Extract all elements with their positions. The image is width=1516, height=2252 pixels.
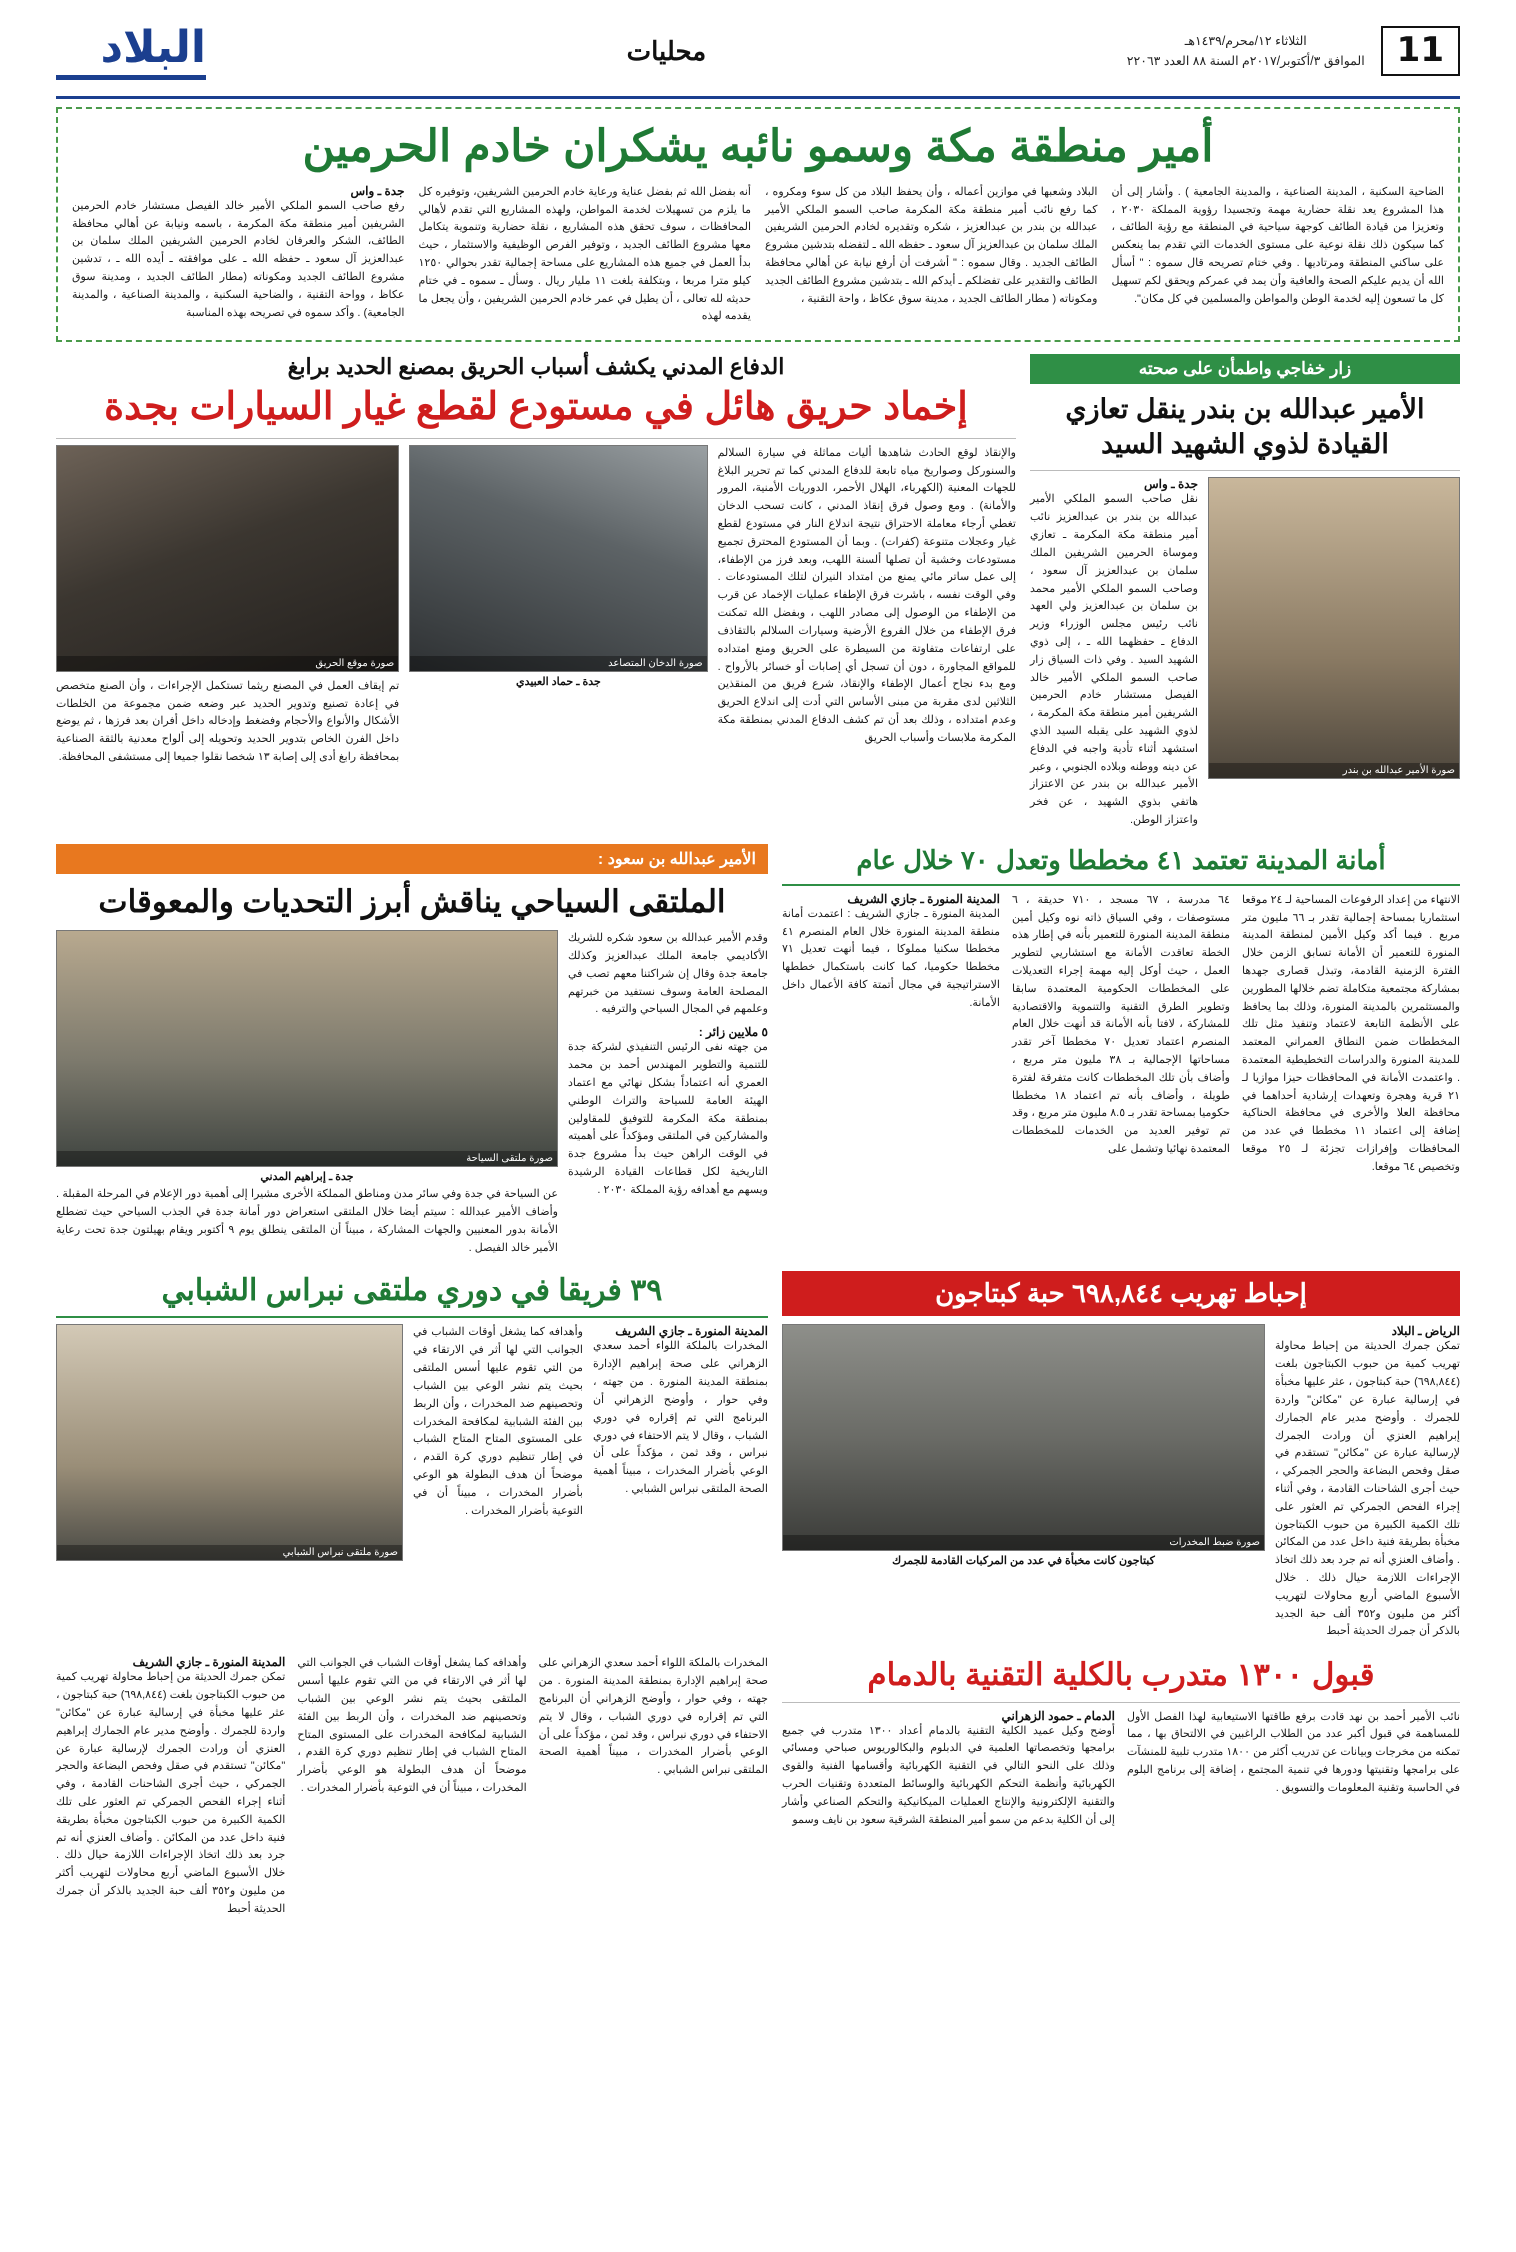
drugs-text-1: تمكن جمرك الحديثة من إحباط محاولة تهريب كمية من حبوب الكبتاجون بلغت (٦٩٨,٨٤٤) حبة كبتاجون ، عثر عليها مخبأة في إرسالية عبارة عن "مكائن" واردة للجمرك . وأوضح مدير عام الجمارك إبراهيم العنزي أن ورادت الجمرك لإرسالية عبارة عن "مكائن" تستقدم في صقل وفحص البضاعة والحجر الجمركي ، حيث أجرى الشاحنات القادمة ، وفي أثناء إجراء الفحص الجمركي تم العثور على تلك الكمية الكبيرة من حبوب الكبتاجون مخبأة بطريقة فنية داخل عدد من المكائن . وأضاف العنزي أنه تم جرد بعد ذلك اتخاذ الإجراءات اللازمة حيال ذلك . خلال الأسبوع الماضي أربع محاولات لتهريب أكثر من مليون و٣٥٢ ألف حبة الجديد بالذكر أن جمرك الحديثة أحبط: [1275, 1340, 1460, 1638]
lead-text-1: رفع صاحب السمو الملكي الأمير خالد الفيصل مستشار خادم الحرمين الشريفين أمير منطقة مكة المكرمة ، باسمه ونيابة عن أهالي محافظة الطائف، الشكر والعرفان لخادم الحرمين الشريفين الملك سلمان بن عبدالعزيز آل سعود ـ حفظه الله ـ على موافقته ـ أيده الله ـ ، تدشين مشروع الطائف الجديد ومكوناته (مطار الطائف الجديد ، ومدينة سوق عكاظ ، وواحة التقنية ، والضاحية السكنية ، والمدينة الصناعية ، والمدينة الجامعية) . وأكد سموه في تصريحه بهذه المناسبة: [72, 199, 405, 319]
lead-headline: أمير منطقة مكة وسمو نائبه يشكران خادم الحرمين: [302, 122, 1214, 171]
drugs-byline: الرياض ـ البلاد: [1391, 1324, 1460, 1339]
bottom-right-col-1: [539, 1655, 768, 1918]
tourism-kicker: الأمير عبدالله بن سعود :: [56, 844, 768, 874]
municipality-col-2: [1012, 892, 1230, 1177]
fire-text-2: والإنقاذ لوقع الحادث شاهدها أليات مماثلة في سيارة السلالم والسنوركل وصواريخ مياه تابعة للدفاع المدني كما تم تحرير البلاغ للجهات المعنية (الكهرباء، الهلال الأحمر، الدوريات الأمنية، المرور والأمانة) . ومع وصول فرق إنقاذ المدني ، كانت تسحب الدخان تغطي أرجاء معاملة الاحتراق نتيجة اندلاع النار في مستودع لقطع غيار وعجلات متنوعة (كفرات) . وبما أن المستودع المحترق تجميع مستودعات وخشية أن تصلها ألسنة اللهب، وبعد فرز من الإطفاء، إلى عمل ساتر مائي يمنع من امتداد النيران لتلك المستودعات . وفي الوقت نفسه ، باشرت فرق الإطفاء عمليات الإخماد عن قرب من الإطفاء من الوصول إلى مصادر اللهب ، وبفضل الله تمكنت فرق الإطفاء من خلال الفروع الأرضية وسيارات السلالم بالتقاذف على ارتفاعات متفاوتة من السيطرة على الحريق ومنع امتداده للمواقع المجاورة ، دون أن تسجل أي إصابات أو خسائر بالأرواح . ومع بدء نجاح أعمال الإطفاء والإنقاذ، شرع فريق من المنقذين الثلاثين لدى مقربة من مبنى الأساس التي أدت إلى اندلاع الحريق وعدم امتداده ، وذلك بعد أن تم كشف الدفاع المدني بمنطقة مكة المكرمة ملابسات وأسباب الحريق: [717, 446, 1016, 744]
lead-column-2: [419, 184, 752, 327]
youth-body: [56, 1324, 768, 1561]
fire-photo-left: [56, 445, 399, 672]
masthead-right-group: [56, 22, 206, 80]
tourism-byline: جدة ـ إبراهيم المدني: [260, 1171, 354, 1184]
prince-visit-kicker: زار خفاجي واطمأن على صحته: [1030, 354, 1460, 384]
tourism-photo: [56, 930, 558, 1167]
lead-text-2: أنه بفضل الله ثم بفضل عناية ورعاية خادم الحرمين الشريفين، وتوفيره كل ما يلزم من تسهيلات لخدمة المواطن، ولهذه المشاريع التي تقدم لأهالي المحافظات ، سوف تحقق هذه المشاريع ، نقلة حضارية وتنموية يتكامل معها مشروع الطائف الجديد ، وتوفير الفرص الوظيفية والاستثمار ، حيث بدأ العمل في جميع هذه المشاريع على مساحة إجمالية تقدر بحوالي ١٢٥٠ كيلو مترا مربعا ، وبتكلفة بلغت ١١ مليار ريال . وسأل ـ سموه ـ في ختام حديثه لله تعالى ، أن يطيل في عمر خادم الحرمين الشريفين ، وأن يجعل ما يقدمه لهذه: [418, 185, 752, 323]
technical-college-article: [782, 1655, 1460, 1829]
prince-visit-photo: [1208, 477, 1460, 779]
municipality-divider: [782, 884, 1460, 886]
fire-photo-right: [409, 445, 707, 672]
brand-logo: [56, 22, 206, 80]
tourism-photo-col: [56, 930, 558, 1257]
bottom-right-text-3: تمكن جمرك الحديثة من إحباط محاولة تهريب كمية من حبوب الكبتاجون بلغت (٦٩٨,٨٤٤) حبة كبتاجون ، عثر عليها مخبأة في إرسالية عبارة عن "مكائن" واردة للجمرك . وأوضح مدير عام الجمارك إبراهيم العنزي أن ورادت الجمرك لإرسالية عبارة عن "مكائن" تستقدم في صقل وفحص البضاعة والحجر الجمركي ، حيث أجرى الشاحنات القادمة ، وفي أثناء إجراء الفحص الجمركي تم العثور على تلك الكمية الكبيرة من حبوب الكبتاجون مخبأة بطريقة فنية داخل عدد من المكائن . وأضاف العنزي أنه تم جرد بعد ذلك اتخاذ الإجراءات اللازمة حيال ذلك . خلال الأسبوع الماضي أربع محاولات لتهريب أكثر من مليون و٣٥٢ ألف حبة الجديد بالذكر أن جمرك الحديثة أحبط: [56, 1671, 286, 1915]
lead-story: [56, 107, 1460, 342]
youth-photo-col: [56, 1324, 403, 1561]
bottom-row: [56, 1655, 1460, 1918]
college-col-2: [782, 1709, 1115, 1830]
college-text-2: أوضح وكيل عميد الكلية التقنية بالدمام أعداد ١٣٠٠ متدرب في جميع برامجها وتخصصاتها العلمية في الدبلوم والبكالوريوس صباحي ومسائي وذلك على النحو التالي في التقنية الكهربائية وأقسامها الفنية والقوى الكهربائية وأنظمة التحكم الكهربائية والوسائط المتعددة وتقنيات الحرب والتقنية الإلكترونية والإنتاج العمليات الميكانيكية والتحكم الصناعي وأشار إلى أن الكلية بدعم من سمو أمير المنطقة الشرقية سعود بن نايف وسمو: [781, 1724, 1115, 1826]
municipality-text-1: الانتهاء من إعداد الرفوعات المساحية لـ ٢٤ موقعا استثماريا بمساحة إجمالية تقدر بـ ٦٦ مليون متر مربع . فيما أكد وكيل الأمين لمنطقة المدينة المنورة للتعمير أن الأمانة تسابق الزمن خلال الفترة الزمنية القادمة، وتبذل قصارى جهدها بمشاركة مجتمعية متكاملة تضم خلالها المطورين والمستثمرين بالمدينة المنورة، وذلك بما يحافظ على الأنظمة التابعة لاعتماد وتنفيذ مثل تلك المخططات ضمن النطاق العمراني المعتمد للمدينة المنورة والدراسات التخطيطية المعتمدة . واعتمدت الأمانة في المحافظات حيزا موازيا لـ ٢١ قرية وهجرة وتعهدات إرشادية أحداهما في محافظة العلا والأخرى في محافظة الحناكية إضافة إلى اعتماد ١١ مخططا في عدد من المحافظات وإفرازات تجزئة لـ ٢٥ موقعا وتخصيص ٦٤ موقعا.: [1241, 893, 1461, 1173]
brand-underline: [56, 75, 206, 80]
municipality-columns: [782, 892, 1460, 1177]
tourism-text-2: من جهته نفى الرئيس التنفيذي لشركة جدة للتنمية والتطوير المهندس أحمد بن محمد العمري أنه اعتماداً بشكل نهائي مع اعتماد الهيئة العامة للسياحة والتراث الوطني بمنطقة مكة المكرمة للتوفيق للمقاولين والمشاركين في الملتقى ومؤكداً على أهميته في الوقت الراهن حيث بدأ مشروع جدة التاريخية لكل قطاعات القيادة الرشيدة ويسهم مع أهدافه رؤية المملكة ٢٠٣٠ .: [567, 1041, 768, 1196]
youth-divider: [56, 1316, 768, 1318]
youth-photo-caption: صورة ملتقى نبراس الشبابي: [57, 1545, 402, 1560]
lead-columns: [72, 184, 1444, 327]
prince-visit-text: نقل صاحب السمو الملكي الأمير عبدالله بن بندر بن عبدالعزيز نائب أمير منطقة مكة المكرمة ـ تعازي وموساة الحرمين الشريفين الملك سلمان بن عبدالعزيز آل سعود ، وصاحب السمو الملكي الأمير محمد بن سلمان بن عبدالعزيز ولي العهد نائب رئيس مجلس الوزراء وزير الدفاع ـ حفظهما الله ـ ، إلى ذوي الشهيد السيد . وفي ذات السياق زار صاحب السمو الملكي الأمير خالد الفيصل مستشار خادم الحرمين الشريفين أمير منطقة مكة المكرمة ، لذوي الشهيد على يقبله السيد الذي استشهد أثناء تأدية واجبه في الدفاع عن دينه ووطنه وبلاده الجنوبي ، وعبر الأمير عبدالله بن بندر عن الاعتزاز هاتفي بذوي الشهيد ، عن فخر واعتزاز الوطن.: [1030, 493, 1198, 827]
youth-text-col: [593, 1324, 768, 1498]
fire-kicker: الدفاع المدني يكشف أسباب الحريق بمصنع الحديد برابغ: [287, 354, 785, 380]
fire-photo-right-caption: صورة الدخان المتصاعد: [410, 656, 706, 671]
drugs-photo-caption: صورة ضبط المخدرات: [783, 1535, 1264, 1550]
bottom-right-columns: [56, 1655, 768, 1918]
youth-text-2: وأهدافه كما يشغل أوقات الشباب في الجوانب التي لها أثر في الارتقاء في من التي تقوم عليها أسس الملتقى بحيث يتم نشر الوعي بين الشباب وتحصينهم ضد المخدرات ، وأن الربط بين الفئة الشبابية لمكافحة المخدرات على المستوى المتاح المتاح الشباب في إطار تنظيم دوري كرة القدم ، موضحاً أن هدف البطولة هو الوعي بأضرار المخدرات ، مبيناً أن في التوعية بأضرار المخدرات .: [412, 1326, 583, 1517]
lead-text-4: الضاحية السكنية ، المدينة الصناعية ، والمدينة الجامعية ) . وأشار إلى أن هذا المشروع يعد نقلة حضارية مهمة وتجسيدا رؤوية المملكة ٢٠٣٠ ، وتعزيزا من قيادة الطائف كوجهة سياحية في المنطقة مع رؤية الطائف ، كما سيكون ذلك نقلة نوعية على مستوى الخدمات التي تقدم بما ينعكس على ساكني المنطقة ومرتاديها . وفي ختام تصريحه قال سموه : " أسأل الله أن يديم عليكم الصحة والعافية وأن يمد في عمركم ويحقق لكم تسهيل كل ما تسعون إليه لخدمة الوطن والمواطن والمسلمين في كل مكان".: [1111, 185, 1444, 305]
tourism-subhead: ٥ ملايين زائر :: [698, 1025, 768, 1040]
tourism-text-col: [568, 930, 768, 1199]
prince-visit-article: [1030, 354, 1460, 830]
fire-divider: [56, 438, 1016, 439]
lead-dateline: جدة ـ واس: [350, 183, 405, 198]
municipality-text-3: المدينة المنورة ـ جازي الشريف : اعتمدت أمانة منطقة المدينة المنورة خلال العام المنصرم ٤١ مخططا سكنيا مملوكا ، فيما أنهت تعديل ٧١ مخططا حكوميا، كما كانت باستكمال خططها الاستراتيجية في مجال أتمتة كافة الأعمال داخل الأمانة.: [781, 907, 1000, 1009]
page-number: 11: [1381, 26, 1460, 76]
issue-date-gregorian: الموافق ٣/أكتوبر/٢٠١٧م السنة ٨٨ العدد ٢٢٠٦٣: [1126, 54, 1365, 68]
lead-column-3: [765, 184, 1098, 327]
prince-visit-text-wrap: [1030, 477, 1198, 829]
brand-name: البلاد: [100, 22, 207, 73]
fire-content: [56, 445, 1016, 767]
tourism-text-3: عن السياحة في جدة وفي سائر مدن ومناطق المملكة الأخرى مشيرا إلى أهمية دور الإعلام في المرحلة المقبلة . وأضاف الأمير عبدالله : سيتم أيضا خلال الملتقى استعراض دور أمانة جدة في الجذب السياحي حيث تضطلع الأمانة بدور المعنيين والجهات المشاركة ، مبيناً أن الملتقى ينطلق يوم ٩ أكتوبر ويقام بهيلتون جدة تحت رعاية الأمير خالد الفيصل .: [56, 1188, 558, 1254]
drugs-caption: كبتاجون كانت مخبأة في عدد من المركبات القادمة للجمرك: [892, 1555, 1155, 1568]
bottom-right-byline: المدينة المنورة ـ جازي الشريف: [132, 1655, 286, 1670]
youth-forum-article: [56, 1271, 768, 1561]
fire-text-col-right: [718, 445, 1016, 748]
bottom-right-text-2: وأهدافه كما يشغل أوقات الشباب في الجوانب التي لها أثر في الارتقاء في من التي تقوم عليها أسس الملتقى بحيث يتم نشر الوعي بين الشباب وتحصينهم ضد المخدرات ، وأن الربط بين الفئة الشبابية لمكافحة المخدرات على المستوى المتاح المتاح الشباب في إطار تنظيم دوري كرة القدم ، موضحاً أن هدف البطولة هو الوعي بأضرار المخدرات ، مبيناً أن في التوعية بأضرار المخدرات .: [297, 1657, 527, 1794]
prince-visit-divider: [1030, 470, 1460, 471]
prince-visit-headline-1: الأمير عبدالله بن بندر ينقل تعازي: [1065, 394, 1425, 425]
prince-visit-headline-2: القيادة لذوي الشهيد السيد: [1101, 429, 1389, 460]
municipality-text-2: ٦٤ مدرسة ، ٦٧ مسجد ، ٧١٠ حديقة ، ٦ مستوصفات ، وفي السياق ذاته نوه وكيل أمين منطقة المدينة المنورة للتعمير بأنه في إطار هذه الخطة تعاقدت الأمانة مع استشاريي لتطوير العمل ، حيث أوكل إليه مهمة إجراء التعديلات على المخططات الحكومية المعتمدة سابقا وتطوير الطرق التقنية والتنموية والاقتصادية للمشاركة ، لافتا بأنه الأمانة قد أنهت خلال العام المنصرم اعتماد تعديل ٧٠ مخططا آخر تقدر مساحاتها الإجمالية بـ ٣٨ مليون متر مربع ، وأضاف بأن تلك المخططات كانت متفرقة لفترة طويلة ، وأضاف بأنه تم اعتماد ١٨ مخططا حكوميا بمساحة تقدر بـ ٨.٥ مليون متر مربع ، وقد تم توفير العديد من الخدمات للمخططات المعتمدة نهائيا وتشمل على: [1011, 893, 1230, 1156]
bottom-right-text-1: المخدرات بالملكة اللواء أحمد سعدي الزهراني على صحة إبراهيم الإدارة بمنطقة المدينة المنورة . من جهته ، وفي حوار ، وأوضح الزهراني أن البرنامج التي تم إقراره في دوري الشباب ، وقال لا يتم الاحتفاء في دوري نبراس ، وقد ثمن ، مؤكداً على أن الوعي بأضرار المخدرات ، مبيناً أهمية الصحة الملتقى نبراس الشبابي .: [538, 1657, 768, 1777]
mid-section: [56, 354, 1460, 830]
bottom-right-continuation: [56, 1655, 768, 1918]
fire-headline: إخماد حريق هائل في مستودع لقطع غيار السيارات بجدة: [104, 386, 968, 429]
drugs-text-col: [1275, 1324, 1460, 1641]
bottom-right-col-3: [56, 1655, 285, 1918]
lead-text-3: البلاد وشعبها في موازين أعماله ، وأن يحفظ البلاد من كل سوء ومكروه ، كما رفع نائب أمير منطقة مكة المكرمة صاحب السمو الملكي الأمير عبدالله بن بندر بن عبدالعزيز ، شكره وتقديره لخادم الحرمين الشريفين الملك سلمان بن عبدالعزيز آل سعود ـ حفظه الله ـ لتفضله بتدشين مشروع الطائف الجديد . وقال سموه : " أشرفت أن أرفع نيابة عن أهالي محافظة الطائف والتقدير على تفضلكم ـ أيدكم الله ـ بتدشين مشروع الطائف الجديد ومكوناته ( مطار الطائف الجديد ، مدينة سوق عكاظ ، واحة التقنية ،: [765, 185, 1098, 305]
municipality-col-1: [1242, 892, 1460, 1177]
drugs-bust-article: [782, 1271, 1460, 1641]
drugs-body: [782, 1324, 1460, 1641]
fire-left-col: [56, 445, 399, 767]
third-row: [56, 1271, 1460, 1641]
masthead-left-group: [1127, 26, 1460, 76]
drugs-headline: إحباط تهريب ٦٩٨,٨٤٤ حبة كبتاجون: [782, 1271, 1460, 1316]
fire-text-1: تم إيقاف العمل في المصنع ريثما تستكمل الإجراءات ، وأن الصنع متخصص في إعادة تصنيع وتدوير الحديد عبر وضعه ضمن مجموعة من الخلطات الأشكال والأنواع والأحجام وفضغط وإدخاله داخل أفران بعد فرزها ، ثم يوضع داخل الفرن الخاص بتدوير الحديد وتحويله إلى ألواح معدنية بالثقة الصناعية بمحافظة رابغ أدى إلى إصابة ١٣ شخصا نقلوا جميعا إلى مستشفى المحافظة.: [56, 679, 400, 764]
college-col-1: [1127, 1709, 1460, 1830]
lead-column-4: [1112, 184, 1445, 327]
masthead-rule: [56, 96, 1460, 99]
drugs-photo: [782, 1324, 1265, 1551]
college-divider: [782, 1702, 1460, 1703]
section-title: محليات: [626, 35, 707, 66]
college-byline: الدمام ـ حمود الزهراني: [1001, 1708, 1115, 1723]
issue-info: [1127, 31, 1365, 71]
tourism-body: [56, 930, 768, 1257]
drugs-photo-col: [782, 1324, 1265, 1570]
youth-text-col-2: [413, 1324, 583, 1520]
masthead: [40, 0, 1476, 96]
prince-visit-photo-caption: صورة الأمير عبدالله بن بندر: [1209, 763, 1459, 778]
fire-photo-left-caption: صورة موقع الحريق: [57, 656, 398, 671]
tourism-photo-caption: صورة ملتقى السياحة: [57, 1151, 557, 1166]
municipality-headline: أمانة المدينة تعتمد ٤١ مخططا وتعدل ٧٠ خلال عام: [856, 844, 1386, 875]
lead-column-1: [72, 184, 405, 327]
prince-visit-dateline: جدة ـ واس: [1144, 477, 1198, 492]
fire-photo-col: [409, 445, 707, 691]
fire-article: [56, 354, 1016, 767]
prince-visit-body: [1030, 477, 1460, 829]
youth-headline: ٣٩ فريقا في دوري ملتقى نبراس الشبابي: [161, 1274, 663, 1308]
tourism-forum-article: [56, 844, 768, 1258]
tourism-headline: الملتقى السياحي يناقش أبرز التحديات والمعوقات: [98, 883, 726, 919]
youth-text-1: المخدرات بالملكة اللواء أحمد سعدي الزهراني على صحة إبراهيم الإدارة بمنطقة المدينة المنورة . من جهته ، وفي حوار ، وأوضح الزهراني أن البرنامج التي تم إقراره في دوري الشباب ، وقال لا يتم الاحتفاء في دوري نبراس ، وقد ثمن ، مؤكداً على أن الوعي بأضرار المخدرات ، مبيناً أهمية الصحة الملتقى نبراس الشبابي .: [592, 1340, 768, 1495]
tourism-text-1: وقدم الأمير عبدالله بن سعود شكره للشريك الأكاديمي جامعة الملك عبدالعزيز وكذلك جامعة جدة وقال إن شراكتنا معهم تصب في المصلحة العامة وسوف نستفيد من خبرتهم وعلمهم في المجال السياحي والترفيه .: [567, 932, 768, 1016]
college-text-1: نائب الأمير أحمد بن نهد قادت برفع طاقتها الاستيعابية لهذا الفصل الأول للمساهمة في قبول أكبر عدد من الطلاب الراغبين في الالتحاق بها ، مما تمكنه من مخرجات وبيانات عن تدريب أكثر من ١٨٠٠ متدرب تلبية للمنشآت على برامجها وتقنيتها ودورها في تنمية المجتمع ، إضافة إلى برنامج البلوم في الحاسبة وتقنية المعلومات والتسويق .: [1126, 1710, 1460, 1794]
issue-date-hijri: الثلاثاء ١٢/محرم/١٤٣٩هـ: [1184, 34, 1307, 48]
bottom-right-col-2: [297, 1655, 526, 1918]
medina-municipality-article: [782, 844, 1460, 1177]
second-row: [56, 844, 1460, 1258]
municipality-col-3: [782, 892, 1000, 1177]
youth-photo: [56, 1324, 403, 1561]
municipality-byline: المدينة المنورة ـ جازي الشريف: [847, 891, 1000, 906]
college-columns: [782, 1709, 1460, 1830]
fire-byline: جدة ـ حماد العبيدي: [515, 675, 601, 688]
youth-byline: المدينة المنورة ـ جازي الشريف: [615, 1324, 768, 1339]
college-headline: قبول ١٣٠٠ متدرب بالكلية التقنية بالدمام: [867, 1657, 1375, 1693]
